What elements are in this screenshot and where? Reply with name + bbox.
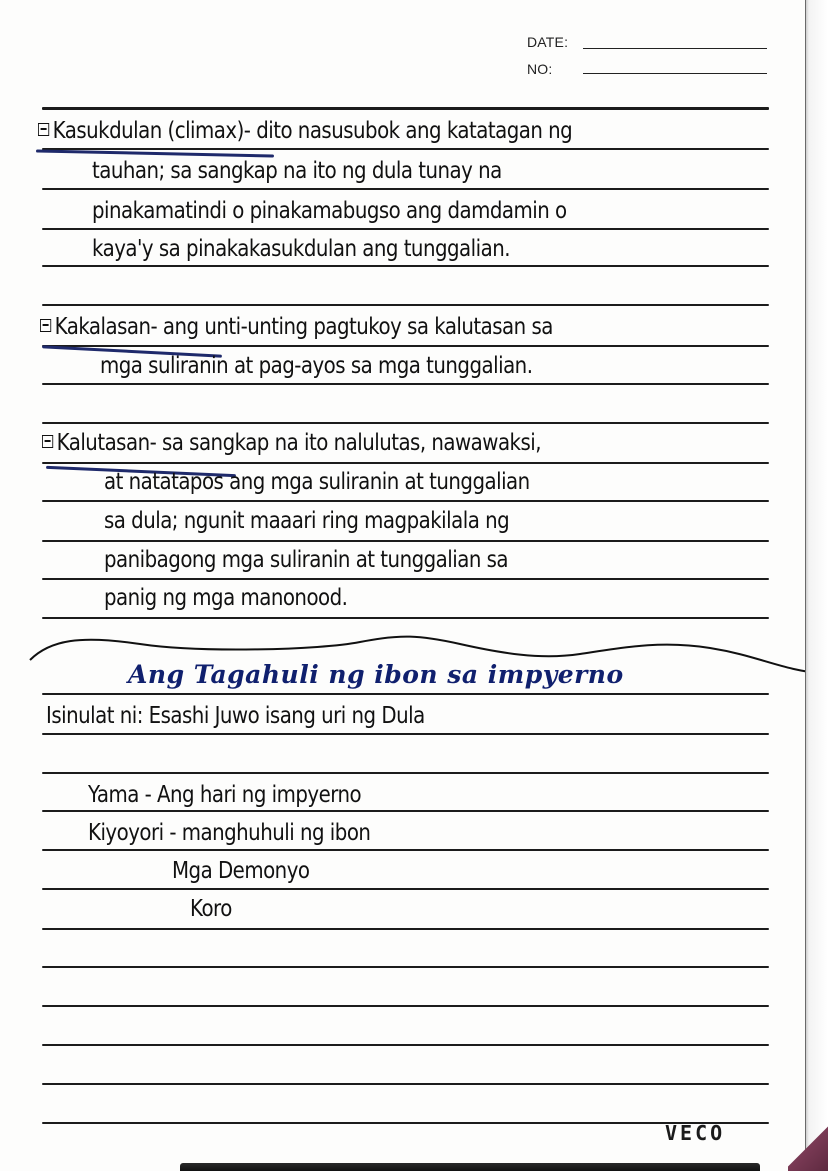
- rule-line: [42, 810, 769, 812]
- rule-line: [42, 107, 769, 110]
- character-kiyoyori: Kiyoyori - manghuhuli ng ibon: [88, 820, 371, 846]
- rule-line: [42, 228, 769, 230]
- checkbox-bullet-icon: [38, 123, 49, 136]
- rule-line: [42, 540, 769, 542]
- rule-line: [42, 733, 769, 735]
- rule-line: [42, 617, 769, 619]
- rule-line: [42, 578, 769, 580]
- term-kalutasan: Kalutasan: [56, 430, 150, 456]
- checkbox-bullet-icon: [42, 435, 53, 448]
- rule-line: [42, 304, 769, 306]
- character-yama: Yama - Ang hari ng impyerno: [88, 782, 362, 808]
- rule-line: [42, 265, 769, 267]
- section-kasukdulan-line-1: Kasukdulan (climax)- dito nasusubok ang katatagan ng: [38, 118, 572, 144]
- section-kalutasan-line-1: Kalutasan- sa sangkap na ito nalulutas, nawawaksi,: [42, 430, 541, 456]
- rule-line: [42, 772, 769, 774]
- number-label: NO:: [527, 61, 553, 77]
- rule-line: [42, 148, 769, 150]
- number-line: [583, 73, 767, 74]
- rule-line: [42, 1044, 769, 1046]
- character-mga-demonyo: Mga Demonyo: [172, 858, 310, 884]
- section-kalutasan-line-4: panibagong mga suliranin at tunggalian sa: [104, 547, 509, 573]
- section-kakalasan-line-2: mga suliranin at pag-ayos sa mga tunggalian.: [100, 353, 533, 379]
- play-byline: Isinulat ni: Esashi Juwo isang uri ng Dula: [46, 703, 425, 729]
- checkbox-bullet-icon: [40, 319, 51, 332]
- section-kakalasan-line-1: Kakalasan- ang unti-unting pagtukoy sa kalutasan sa: [40, 314, 553, 340]
- rule-line: [42, 188, 769, 190]
- rule-line: [42, 383, 769, 385]
- rule-line: [42, 462, 769, 464]
- rule-line: [42, 500, 769, 502]
- rule-line: [42, 1122, 769, 1124]
- section-kasukdulan-line-2: tauhan; sa sangkap na ito ng dula tunay na: [92, 158, 502, 184]
- section-kalutasan-line-3: sa dula; ngunit maaari ring magpakilala ng: [104, 508, 510, 534]
- page-edge: [805, 0, 828, 1171]
- notebook-binding-shadow: [180, 1163, 760, 1171]
- term-kasukdulan: Kasukdulan (climax): [52, 118, 244, 144]
- rule-line: [42, 966, 769, 968]
- section-kasukdulan-line-4: kaya'y sa pinakakasukdulan ang tunggalian.: [92, 236, 511, 262]
- date-line: [583, 48, 767, 49]
- cover-corner: [788, 1111, 828, 1171]
- term-kakalasan: Kakalasan: [54, 314, 151, 340]
- rule-line: [42, 1005, 769, 1007]
- rule-line: [42, 928, 769, 930]
- term-underline-mark: [36, 150, 274, 158]
- section-kasukdulan-line-3: pinakamatindi o pinakamabugso ang damdamin o: [92, 198, 567, 224]
- date-label: DATE:: [527, 34, 569, 50]
- notebook-brand-logo: VECO: [665, 1121, 726, 1145]
- rule-line: [42, 422, 769, 424]
- rule-line: [42, 1083, 769, 1085]
- rule-line: [42, 849, 769, 851]
- play-title: Ang Tagahuli ng ibon sa impyerno: [128, 660, 624, 689]
- rule-line: [42, 693, 769, 695]
- section-kalutasan-line-2: at natatapos ang mga suliranin at tunggalian: [104, 469, 530, 495]
- section-kalutasan-line-5: panig ng mga manonood.: [104, 585, 348, 611]
- rule-line: [42, 345, 769, 347]
- character-koro: Koro: [190, 896, 232, 922]
- rule-line: [42, 888, 769, 890]
